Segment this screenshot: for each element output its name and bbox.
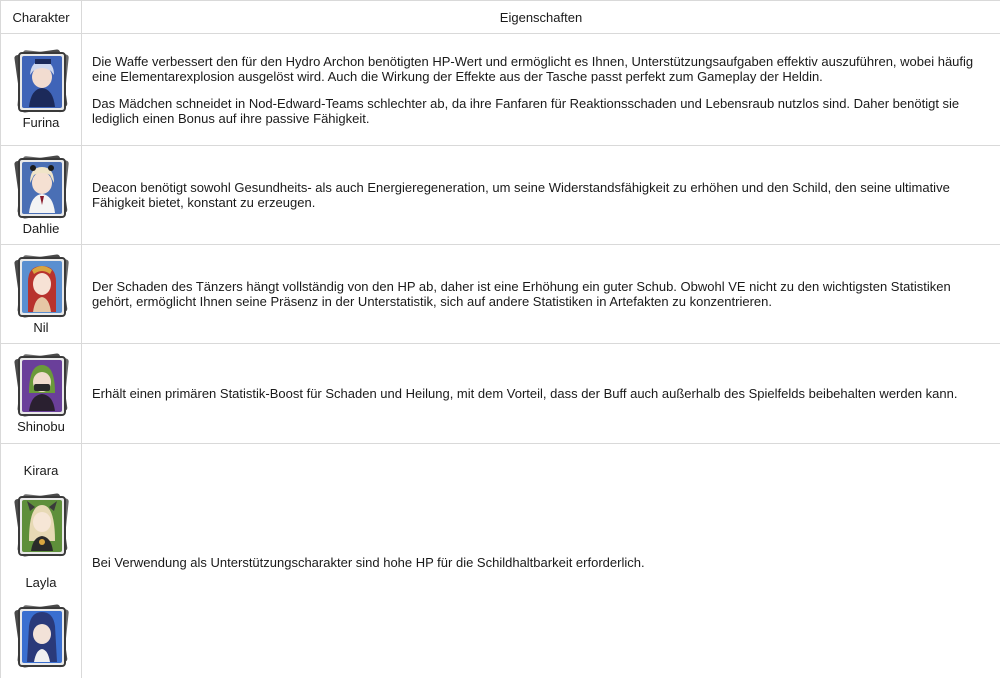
- table-row: [1, 146, 1000, 245]
- table-row: [1, 444, 1000, 678]
- description-paragraph: Erhält einen primären Statistik-Boost für Schaden und Heilung, mit dem Vorteil, dass der Buff auch außerhalb des Spielfelds beibehalten werden kann.: [92, 386, 958, 401]
- character-name: Furina: [22, 115, 60, 130]
- layla-portrait: [13, 604, 69, 670]
- description-cell: [82, 344, 1000, 444]
- header-character: Charakter: [1, 1, 82, 34]
- description-cell: [82, 245, 1000, 344]
- nil-portrait: [13, 254, 69, 320]
- character-cell: [1, 344, 82, 444]
- furina-portrait: [13, 49, 69, 115]
- description-paragraph: Das Mädchen schneidet in Nod-Edward-Teams schlechter ab, da ihre Fanfaren für Reaktionsschaden und Lebensraub nutzlos sind. Daher benötigt sie lediglich einen Bonus auf ihre passive Fähigkeit.: [92, 95, 960, 126]
- table-row: [1, 34, 1000, 146]
- description-paragraph: Die Waffe verbessert den für den Hydro Archon benötigten HP-Wert und ermöglicht es Ihnen, Unterstützungsaufgaben effektiv auszuführen, wobei häufig eine Elementarexplosion ausgelöst wird. Auch die Wirkung der Effekte aus der Tasche passt perfekt zum Gameplay der Heldin.: [92, 53, 974, 84]
- dahlie-portrait: [13, 155, 69, 221]
- character-cell: [1, 444, 82, 678]
- description-cell: [82, 146, 1000, 245]
- character-cell: [1, 146, 82, 245]
- shinobu-portrait: [13, 353, 69, 419]
- table-row: [1, 344, 1000, 444]
- character-name: Shinobu: [17, 419, 65, 434]
- description-paragraph: Bei Verwendung als Unterstützungscharakter sind hohe HP für die Schildhaltbarkeit erforderlich.: [92, 554, 645, 570]
- table-row: [1, 245, 1000, 344]
- character-name: Layla: [25, 575, 57, 590]
- description-cell: [82, 34, 1000, 146]
- description-cell: [82, 444, 1000, 678]
- kirara-portrait: [13, 493, 69, 559]
- description-paragraph: Der Schaden des Tänzers hängt vollständig von den HP ab, daher ist eine Erhöhung ein guter Schub. Obwohl VE nicht zu den wichtigsten Statistiken gehört, ermöglicht Ihnen seine Präsenz in der Unterstatistik, sich auf andere Statistiken in Artefakten zu konzentrieren.: [92, 279, 951, 309]
- character-name: Dahlie: [22, 220, 60, 236]
- character-name: Nil: [33, 319, 49, 335]
- character-name: Kirara: [23, 463, 59, 478]
- header-properties: Eigenschaften: [82, 1, 1000, 34]
- description-paragraph: Deacon benötigt sowohl Gesundheits- als auch Energieregeneration, um seine Widerstandsfähigkeit zu erhöhen und den Schild, den seine ultimative Fähigkeit bietet, konstant zu erzeugen.: [92, 180, 950, 210]
- character-cell: [1, 34, 82, 146]
- character-cell: [1, 245, 82, 344]
